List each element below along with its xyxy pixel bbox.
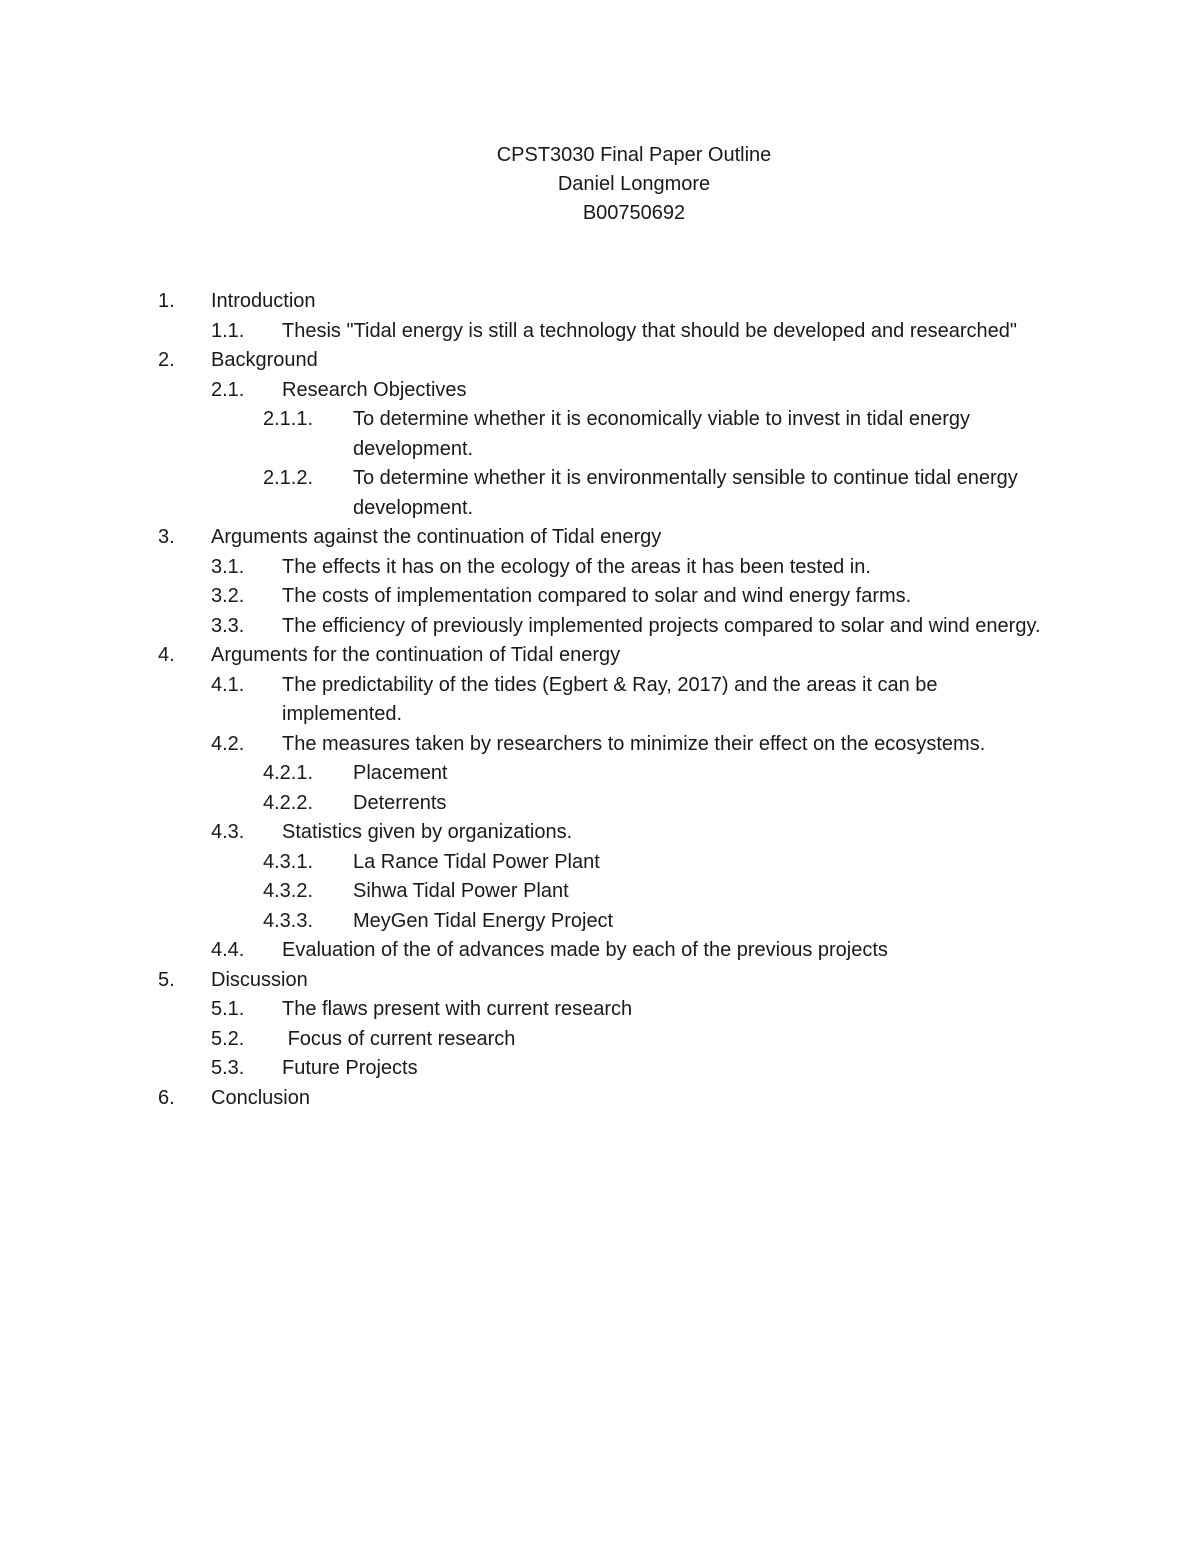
outline-number: 2.1. xyxy=(211,378,245,401)
outline-text: Conclusion xyxy=(211,1086,310,1109)
outline-text: Statistics given by organizations. xyxy=(282,821,573,843)
outline-list xyxy=(0,287,1200,1113)
document-header xyxy=(0,141,1200,228)
outline-number: 4.4. xyxy=(211,939,245,961)
outline-number: 3.3. xyxy=(211,614,245,637)
outline-number: 2. xyxy=(158,349,175,371)
document-title: CPST3030 Final Paper Outline xyxy=(496,144,772,166)
outline-item xyxy=(0,1084,1200,1114)
outline-item xyxy=(0,1025,1200,1055)
student-id: B00750692 xyxy=(582,202,686,224)
outline-item xyxy=(0,405,1200,464)
outline-text: Placement xyxy=(353,762,448,784)
outline-number: 2.1.2. xyxy=(263,467,314,489)
outline-text: La Rance Tidal Power Plant xyxy=(353,850,600,873)
outline-number: 3.1. xyxy=(211,555,245,578)
outline-item xyxy=(0,848,1200,878)
outline-item xyxy=(0,907,1200,937)
outline-item xyxy=(0,582,1200,612)
outline-text: Thesis "Tidal energy is still a technology that should be developed and researched" xyxy=(282,319,1018,342)
outline-number: 4.2.1. xyxy=(263,762,314,784)
outline-number: 5.2. xyxy=(211,1027,245,1050)
outline-text: To determine whether it is environmentally sensible to continue tidal energy development. xyxy=(353,467,1018,519)
outline-text: Introduction xyxy=(211,290,316,312)
outline-number: 1. xyxy=(158,290,175,312)
outline-number: 3.2. xyxy=(211,585,245,607)
outline-text: Arguments for the continuation of Tidal energy xyxy=(211,644,621,666)
outline-number: 5.1. xyxy=(211,998,245,1020)
outline-text: Research Objectives xyxy=(282,378,467,401)
outline-number: 1.1. xyxy=(211,319,245,342)
outline-item xyxy=(0,730,1200,760)
outline-text: Background xyxy=(211,349,318,371)
author-name: Daniel Longmore xyxy=(557,173,711,195)
outline-number: 5. xyxy=(158,968,175,991)
outline-number: 4.3.1. xyxy=(263,850,314,873)
outline-text: The predictability of the tides (Egbert & Ray, 2017) and the areas it can be implemented. xyxy=(282,673,938,725)
outline-item xyxy=(0,317,1200,347)
outline-item xyxy=(0,553,1200,583)
outline-item xyxy=(0,936,1200,966)
outline-item xyxy=(0,464,1200,523)
outline-text: Arguments against the continuation of Tidal energy xyxy=(211,526,662,548)
outline-text: Deterrents xyxy=(353,791,447,814)
outline-text: Sihwa Tidal Power Plant xyxy=(353,880,569,902)
outline-item xyxy=(0,1054,1200,1084)
outline-item xyxy=(0,877,1200,907)
outline-item xyxy=(0,612,1200,642)
outline-text: Discussion xyxy=(211,968,308,991)
outline-item xyxy=(0,671,1200,730)
outline-item xyxy=(0,966,1200,996)
outline-item xyxy=(0,995,1200,1025)
outline-text: The costs of implementation compared to solar and wind energy farms. xyxy=(282,585,912,607)
outline-text: MeyGen Tidal Energy Project xyxy=(353,909,614,932)
outline-number: 4.3. xyxy=(211,821,245,843)
outline-text: The measures taken by researchers to minimize their effect on the ecosystems. xyxy=(282,732,986,755)
outline-text: The effects it has on the ecology of the areas it has been tested in. xyxy=(282,555,871,578)
outline-item xyxy=(0,287,1200,317)
outline-text: To determine whether it is economically viable to invest in tidal energy development. xyxy=(353,408,970,460)
outline-text: The flaws present with current research xyxy=(282,998,633,1020)
outline-item xyxy=(0,789,1200,819)
outline-number: 4.1. xyxy=(211,673,245,696)
outline-number: 4.2. xyxy=(211,732,245,755)
outline-text: The efficiency of previously implemented projects compared to solar and wind energy. xyxy=(282,614,1041,637)
outline-item xyxy=(0,818,1200,848)
outline-text: Focus of current research xyxy=(282,1027,516,1050)
outline-item xyxy=(0,523,1200,553)
outline-number: 4. xyxy=(158,644,175,666)
outline-text: Evaluation of the of advances made by each of the previous projects xyxy=(282,939,888,961)
outline-item xyxy=(0,376,1200,406)
outline-number: 2.1.1. xyxy=(263,408,314,430)
outline-item xyxy=(0,759,1200,789)
outline-number: 5.3. xyxy=(211,1057,245,1079)
outline-number: 4.2.2. xyxy=(263,791,314,814)
outline-number: 6. xyxy=(158,1086,175,1109)
outline-item xyxy=(0,641,1200,671)
outline-number: 4.3.3. xyxy=(263,909,314,932)
outline-number: 3. xyxy=(158,526,175,548)
outline-text: Future Projects xyxy=(282,1057,418,1079)
outline-item xyxy=(0,346,1200,376)
outline-number: 4.3.2. xyxy=(263,880,314,902)
